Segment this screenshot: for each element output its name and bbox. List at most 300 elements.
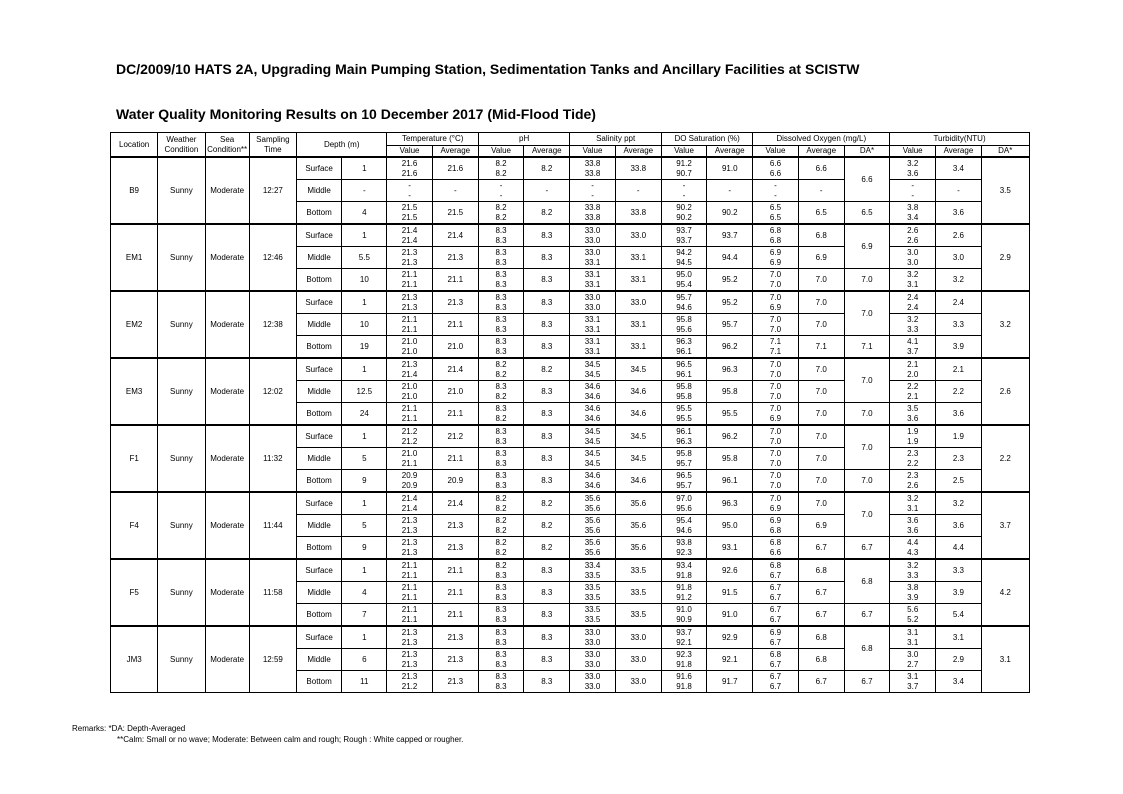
do-saturation-cell	[661, 247, 706, 269]
salinity-cell-reading: 34.6	[584, 413, 601, 423]
ph-cell-pair	[479, 404, 523, 424]
dissolved-oxygen-average-cell: -	[798, 180, 844, 202]
ph-cell-reading: 8.3	[495, 292, 507, 302]
turbidity-cell	[890, 537, 936, 560]
temperature-cell-reading: 21.3	[401, 659, 418, 669]
dissolved-oxygen-cell-pair	[753, 360, 797, 380]
dissolved-oxygen-average-cell: 7.0	[798, 470, 844, 493]
ph-cell-reading: 8.2	[495, 525, 507, 535]
turbidity-cell-pair	[890, 360, 935, 380]
do-saturation-cell-pair	[662, 538, 706, 558]
ph-cell-reading: 8.2	[495, 359, 507, 369]
salinity-average-cell: 35.6	[615, 492, 661, 515]
salinity-cell-reading: 34.6	[584, 403, 601, 413]
temperature-cell-pair	[387, 583, 431, 603]
temperature-cell-reading: -	[408, 180, 411, 190]
dissolved-oxygen-cell-reading: 6.7	[769, 671, 782, 681]
temperature-cell-reading: 21.2	[401, 426, 418, 436]
station-group	[111, 224, 1030, 291]
temperature-cell-reading: 21.1	[401, 403, 418, 413]
dissolved-oxygen-da-cell: 6.9	[844, 224, 889, 269]
do-saturation-cell	[661, 291, 706, 314]
dissolved-oxygen-cell-pair	[753, 583, 797, 603]
dissolved-oxygen-cell-reading: 7.0	[769, 359, 782, 369]
dissolved-oxygen-cell-reading: 6.8	[769, 235, 782, 245]
turbidity-cell-pair	[890, 561, 935, 581]
dissolved-oxygen-average-cell: 6.7	[798, 537, 844, 560]
salinity-cell	[570, 559, 615, 582]
header-depth: Depth (m)	[296, 133, 386, 158]
temperature-cell	[387, 314, 432, 336]
do-saturation-cell-reading: 93.4	[676, 560, 692, 570]
header-value: Value	[890, 146, 936, 158]
turbidity-cell	[890, 425, 936, 448]
dissolved-oxygen-cell-reading: 6.7	[769, 637, 782, 647]
turbidity-cell-reading: 1.9	[907, 436, 919, 446]
ph-average-cell: 8.3	[524, 314, 570, 336]
ph-cell-reading: 8.3	[495, 659, 507, 669]
do-saturation-cell-reading: 92.3	[676, 649, 692, 659]
turbidity-average-cell: 3.6	[936, 403, 981, 426]
ph-cell-reading: 8.3	[495, 279, 507, 289]
temperature-cell-pair	[387, 226, 431, 246]
temperature-cell-reading: 21.1	[401, 324, 418, 334]
dissolved-oxygen-cell-pair	[753, 471, 797, 491]
temperature-average-cell: 21.4	[432, 358, 478, 381]
table-row	[111, 224, 1030, 247]
salinity-cell-reading: 33.0	[584, 659, 601, 669]
dissolved-oxygen-cell-pair	[753, 181, 797, 201]
temperature-cell-reading: 21.3	[401, 649, 418, 659]
turbidity-cell	[890, 671, 936, 693]
ph-cell-reading: 8.3	[495, 436, 507, 446]
temperature-cell-reading: 21.1	[401, 560, 418, 570]
header-value: Value	[570, 146, 615, 158]
water-quality-table	[110, 132, 1030, 693]
do-saturation-cell-reading: 96.5	[676, 359, 692, 369]
ph-cell-reading: 8.2	[495, 391, 507, 401]
salinity-cell-pair	[570, 516, 614, 536]
dissolved-oxygen-cell-reading: 7.0	[769, 324, 782, 334]
dissolved-oxygen-cell	[753, 559, 798, 582]
table-row	[111, 291, 1030, 314]
station-group	[111, 626, 1030, 693]
do-saturation-cell-reading: 95.7	[676, 458, 692, 468]
ph-cell	[478, 470, 523, 493]
do-saturation-cell-reading: 91.8	[676, 582, 692, 592]
dissolved-oxygen-cell-reading: 7.0	[769, 436, 782, 446]
turbidity-cell	[890, 336, 936, 359]
salinity-cell-reading: 33.0	[584, 681, 601, 691]
salinity-cell-reading: 34.5	[584, 448, 601, 458]
salinity-cell-reading: -	[591, 180, 594, 190]
dissolved-oxygen-cell	[753, 425, 798, 448]
temperature-cell-reading: 21.0	[401, 381, 418, 391]
dissolved-oxygen-average-cell: 7.0	[798, 269, 844, 292]
temperature-cell-reading: 21.5	[401, 212, 418, 222]
turbidity-cell-pair	[890, 270, 935, 290]
turbidity-cell-pair	[890, 605, 935, 625]
turbidity-average-cell: 2.6	[936, 224, 981, 247]
temperature-cell-pair	[387, 427, 431, 447]
temperature-cell	[387, 336, 432, 359]
dissolved-oxygen-cell-reading: 7.1	[769, 346, 782, 356]
dissolved-oxygen-cell-reading: 6.9	[769, 257, 782, 267]
temperature-cell-reading: 20.9	[401, 470, 418, 480]
turbidity-average-cell: 2.5	[936, 470, 981, 493]
salinity-cell-reading: 33.8	[584, 212, 601, 222]
do-saturation-cell-pair	[662, 382, 706, 402]
ph-cell-reading: 8.3	[495, 269, 507, 279]
temperature-cell-reading: 20.9	[401, 480, 418, 490]
do-saturation-cell-reading: 93.7	[676, 235, 692, 245]
salinity-cell	[570, 403, 615, 426]
dissolved-oxygen-cell-reading: 7.0	[769, 292, 782, 302]
temperature-cell-pair	[387, 181, 431, 201]
ph-cell-reading: 8.2	[495, 537, 507, 547]
turbidity-cell-pair	[890, 404, 935, 424]
temperature-cell	[387, 515, 432, 537]
ph-cell-reading: 8.2	[495, 515, 507, 525]
dissolved-oxygen-cell	[753, 202, 798, 225]
temperature-cell	[387, 649, 432, 671]
do-saturation-cell-reading: 92.1	[676, 637, 692, 647]
temperature-cell-reading: 21.0	[401, 448, 418, 458]
do-saturation-cell	[661, 425, 706, 448]
sampling-time-cell: 12:59	[249, 626, 296, 693]
dissolved-oxygen-da-cell: 7.0	[844, 269, 889, 292]
temperature-cell-pair	[387, 538, 431, 558]
temperature-cell	[387, 269, 432, 292]
ph-average-cell: 8.3	[524, 403, 570, 426]
depth-level-cell: Bottom	[296, 671, 341, 693]
dissolved-oxygen-cell-pair	[753, 293, 797, 313]
ph-average-cell: 8.3	[524, 649, 570, 671]
turbidity-cell	[890, 157, 936, 180]
ph-cell-pair	[479, 538, 523, 558]
ph-cell-reading: 8.3	[495, 570, 507, 580]
do-saturation-cell	[661, 492, 706, 515]
do-saturation-cell-reading: 95.7	[676, 292, 692, 302]
ph-cell-reading: 8.2	[495, 413, 507, 423]
dissolved-oxygen-cell	[753, 314, 798, 336]
do-saturation-cell-reading: 90.9	[676, 614, 692, 624]
salinity-cell-pair	[570, 181, 614, 201]
salinity-average-cell: 34.5	[615, 358, 661, 381]
dissolved-oxygen-average-cell: 6.9	[798, 515, 844, 537]
dissolved-oxygen-average-cell: 7.0	[798, 314, 844, 336]
ph-cell-pair	[479, 203, 523, 223]
header-ph: pH	[478, 133, 569, 146]
dissolved-oxygen-cell-pair	[753, 404, 797, 424]
sea-condition-cell: Moderate	[205, 425, 249, 492]
turbidity-cell-reading: 3.2	[907, 314, 919, 324]
temperature-average-cell: 21.0	[432, 336, 478, 359]
ph-cell-pair	[479, 382, 523, 402]
depth-level-cell: Middle	[296, 314, 341, 336]
dissolved-oxygen-cell	[753, 381, 798, 403]
depth-value-cell: 5	[342, 448, 387, 470]
temperature-cell-pair	[387, 404, 431, 424]
dissolved-oxygen-average-cell: 7.0	[798, 448, 844, 470]
salinity-cell-reading: 33.0	[584, 302, 601, 312]
do-saturation-average-cell: 92.9	[707, 626, 753, 649]
temperature-cell	[387, 157, 432, 180]
turbidity-cell-reading: 3.9	[907, 592, 919, 602]
temperature-cell-pair	[387, 449, 431, 469]
depth-level-cell: Middle	[296, 247, 341, 269]
do-saturation-cell	[661, 448, 706, 470]
depth-level-cell: Middle	[296, 448, 341, 470]
salinity-cell-reading: 35.6	[584, 525, 601, 535]
turbidity-cell-reading: 3.1	[907, 627, 919, 637]
ph-cell	[478, 425, 523, 448]
turbidity-average-cell: 4.4	[936, 537, 981, 560]
dissolved-oxygen-cell-reading: 6.9	[769, 247, 782, 257]
turbidity-cell-reading: 3.1	[907, 279, 919, 289]
temperature-average-cell: 21.4	[432, 492, 478, 515]
do-saturation-cell-reading: 96.1	[676, 346, 692, 356]
location-cell: F5	[111, 559, 158, 626]
dissolved-oxygen-cell-reading: 6.8	[769, 649, 782, 659]
dissolved-oxygen-cell-reading: 6.7	[769, 604, 782, 614]
location-cell: B9	[111, 157, 158, 224]
ph-cell-pair	[479, 583, 523, 603]
do-saturation-cell-pair	[662, 360, 706, 380]
ph-cell-reading: 8.2	[495, 212, 507, 222]
salinity-cell-pair	[570, 248, 614, 268]
temperature-cell-reading: 21.1	[401, 604, 418, 614]
do-saturation-average-cell: 91.5	[707, 582, 753, 604]
temperature-cell	[387, 671, 432, 693]
ph-cell-reading: 8.2	[495, 503, 507, 513]
temperature-average-cell: 21.3	[432, 649, 478, 671]
ph-cell-pair	[479, 181, 523, 201]
location-cell: F4	[111, 492, 158, 559]
turbidity-cell-reading: 2.3	[907, 448, 919, 458]
salinity-cell-reading: 33.0	[584, 235, 601, 245]
header-location: Location	[111, 133, 158, 158]
weather-cell: Sunny	[158, 492, 205, 559]
header-average: Average	[615, 146, 661, 158]
do-saturation-cell-reading: 95.5	[676, 403, 692, 413]
dissolved-oxygen-cell	[753, 537, 798, 560]
temperature-cell-reading: 21.3	[401, 359, 418, 369]
weather-cell: Sunny	[158, 358, 205, 425]
salinity-average-cell: 33.0	[615, 291, 661, 314]
ph-cell-reading: 8.2	[495, 202, 507, 212]
do-saturation-average-cell: 91.7	[707, 671, 753, 693]
ph-cell-reading: -	[499, 180, 503, 190]
depth-value-cell: 1	[342, 559, 387, 582]
temperature-cell-reading: 21.4	[401, 369, 418, 379]
document-title: DC/2009/10 HATS 2A, Upgrading Main Pumping Station, Sedimentation Tanks and Ancillary Facilities at SCISTW	[116, 61, 860, 77]
turbidity-cell-reading: 2.7	[907, 659, 919, 669]
dissolved-oxygen-da-cell: 6.7	[844, 671, 889, 693]
dissolved-oxygen-cell	[753, 157, 798, 180]
turbidity-cell	[890, 403, 936, 426]
do-saturation-cell-reading: 95.6	[676, 503, 692, 513]
salinity-cell-reading: 34.5	[584, 359, 601, 369]
sea-condition-cell: Moderate	[205, 559, 249, 626]
turbidity-average-cell: 2.9	[936, 649, 981, 671]
do-saturation-cell-pair	[662, 293, 706, 313]
dissolved-oxygen-cell-reading: 6.6	[769, 547, 782, 557]
do-saturation-cell-reading: 91.8	[676, 570, 692, 580]
do-saturation-average-cell: 93.1	[707, 537, 753, 560]
do-saturation-cell-reading: 90.7	[676, 168, 692, 178]
salinity-average-cell: 34.5	[615, 425, 661, 448]
salinity-cell-reading: 33.1	[584, 336, 601, 346]
salinity-cell-reading: 34.5	[584, 369, 601, 379]
dissolved-oxygen-cell-reading: 6.9	[769, 627, 782, 637]
temperature-cell-pair	[387, 337, 431, 357]
dissolved-oxygen-cell-pair	[753, 203, 797, 223]
salinity-cell-reading: 33.5	[584, 604, 601, 614]
ph-cell-pair	[479, 427, 523, 447]
ph-average-cell: 8.3	[524, 470, 570, 493]
weather-cell: Sunny	[158, 559, 205, 626]
do-saturation-cell-reading: 95.0	[676, 269, 692, 279]
do-saturation-cell-reading: 90.2	[676, 212, 692, 222]
do-saturation-average-cell: 93.7	[707, 224, 753, 247]
turbidity-cell	[890, 247, 936, 269]
dissolved-oxygen-da-cell: 7.1	[844, 336, 889, 359]
remarks	[72, 723, 463, 745]
location-cell: EM1	[111, 224, 158, 291]
location-cell: JM3	[111, 626, 158, 693]
turbidity-cell-reading: 5.6	[907, 604, 919, 614]
salinity-cell	[570, 582, 615, 604]
do-saturation-cell	[661, 202, 706, 225]
ph-cell-pair	[479, 605, 523, 625]
do-saturation-cell-reading: 96.1	[676, 369, 692, 379]
depth-level-cell: Surface	[296, 626, 341, 649]
ph-average-cell: 8.3	[524, 291, 570, 314]
do-saturation-cell-reading: 94.6	[676, 302, 692, 312]
turbidity-cell	[890, 470, 936, 493]
turbidity-cell-reading: 3.0	[907, 247, 919, 257]
temperature-average-cell: 21.5	[432, 202, 478, 225]
table-row	[111, 358, 1030, 381]
do-saturation-cell-pair	[662, 226, 706, 246]
dissolved-oxygen-cell-reading: 6.9	[769, 302, 782, 312]
salinity-cell-pair	[570, 382, 614, 402]
depth-level-cell: Bottom	[296, 336, 341, 359]
turbidity-cell	[890, 492, 936, 515]
turbidity-cell-pair	[890, 382, 935, 402]
salinity-cell-pair	[570, 293, 614, 313]
depth-level-cell: Surface	[296, 291, 341, 314]
do-saturation-cell-reading: 92.3	[676, 547, 692, 557]
turbidity-cell-reading: 3.7	[907, 346, 919, 356]
table-title: Water Quality Monitoring Results on 10 December 2017 (Mid-Flood Tide)	[116, 106, 596, 122]
do-saturation-cell-reading: 91.8	[676, 659, 692, 669]
dissolved-oxygen-da-cell: 7.0	[844, 291, 889, 336]
salinity-cell-reading: 35.6	[584, 547, 601, 557]
turbidity-cell-reading: 2.6	[907, 225, 919, 235]
salinity-cell-reading: 33.5	[584, 570, 601, 580]
ph-cell-reading: 8.3	[495, 346, 507, 356]
turbidity-cell-reading: 2.4	[907, 292, 919, 302]
sampling-time-cell: 12:27	[249, 157, 296, 224]
weather-cell: Sunny	[158, 626, 205, 693]
salinity-cell-reading: 34.5	[584, 458, 601, 468]
salinity-cell-reading: 33.8	[584, 158, 601, 168]
ph-cell-reading: 8.3	[495, 681, 507, 691]
table-row	[111, 157, 1030, 180]
salinity-cell	[570, 671, 615, 693]
turbidity-cell-reading: 2.0	[907, 369, 919, 379]
temperature-cell	[387, 492, 432, 515]
ph-cell	[478, 626, 523, 649]
salinity-cell-reading: 33.0	[584, 292, 601, 302]
turbidity-cell	[890, 649, 936, 671]
depth-level-cell: Middle	[296, 180, 341, 202]
do-saturation-average-cell: 96.3	[707, 358, 753, 381]
turbidity-cell-pair	[890, 538, 935, 558]
ph-cell-reading: 8.3	[495, 604, 507, 614]
ph-cell-reading: 8.3	[495, 336, 507, 346]
depth-level-cell: Bottom	[296, 470, 341, 493]
depth-level-cell: Middle	[296, 649, 341, 671]
do-saturation-cell	[661, 470, 706, 493]
turbidity-average-cell: 3.4	[936, 671, 981, 693]
do-saturation-cell	[661, 515, 706, 537]
do-saturation-cell-reading: 95.4	[676, 515, 692, 525]
dissolved-oxygen-cell-pair	[753, 226, 797, 246]
temperature-cell-reading: -	[408, 190, 411, 200]
do-saturation-cell-reading: 91.0	[676, 604, 692, 614]
ph-cell	[478, 224, 523, 247]
salinity-cell	[570, 381, 615, 403]
turbidity-cell-reading: 2.3	[907, 470, 919, 480]
ph-average-cell: 8.3	[524, 425, 570, 448]
dissolved-oxygen-cell-reading: 6.6	[769, 158, 782, 168]
depth-value-cell: 6	[342, 649, 387, 671]
dissolved-oxygen-cell-pair	[753, 628, 797, 648]
temperature-cell-reading: 21.1	[401, 582, 418, 592]
temperature-cell-reading: 21.4	[401, 225, 418, 235]
ph-cell	[478, 157, 523, 180]
turbidity-average-cell: 1.9	[936, 425, 981, 448]
ph-average-cell: 8.2	[524, 157, 570, 180]
do-saturation-average-cell: 96.2	[707, 336, 753, 359]
do-saturation-cell-pair	[662, 404, 706, 424]
depth-level-cell: Surface	[296, 425, 341, 448]
temperature-cell-reading: 21.1	[401, 614, 418, 624]
dissolved-oxygen-average-cell: 6.8	[798, 649, 844, 671]
dissolved-oxygen-cell-reading: 7.0	[769, 269, 782, 279]
ph-cell-reading: 8.3	[495, 458, 507, 468]
sampling-time-cell: 11:44	[249, 492, 296, 559]
do-saturation-average-cell: 95.7	[707, 314, 753, 336]
temperature-average-cell: 21.1	[432, 604, 478, 627]
ph-cell-reading: 8.2	[495, 547, 507, 557]
sea-condition-cell: Moderate	[205, 626, 249, 693]
salinity-cell-pair	[570, 337, 614, 357]
salinity-average-cell: 33.1	[615, 336, 661, 359]
salinity-cell-pair	[570, 561, 614, 581]
turbidity-average-cell: -	[936, 180, 981, 202]
salinity-cell-reading: 35.6	[584, 503, 601, 513]
turbidity-average-cell: 3.0	[936, 247, 981, 269]
do-saturation-cell-pair	[662, 628, 706, 648]
turbidity-cell-reading: 3.8	[907, 582, 919, 592]
depth-level-cell: Middle	[296, 515, 341, 537]
ph-cell-reading: 8.3	[495, 637, 507, 647]
temperature-cell-reading: 21.2	[401, 436, 418, 446]
